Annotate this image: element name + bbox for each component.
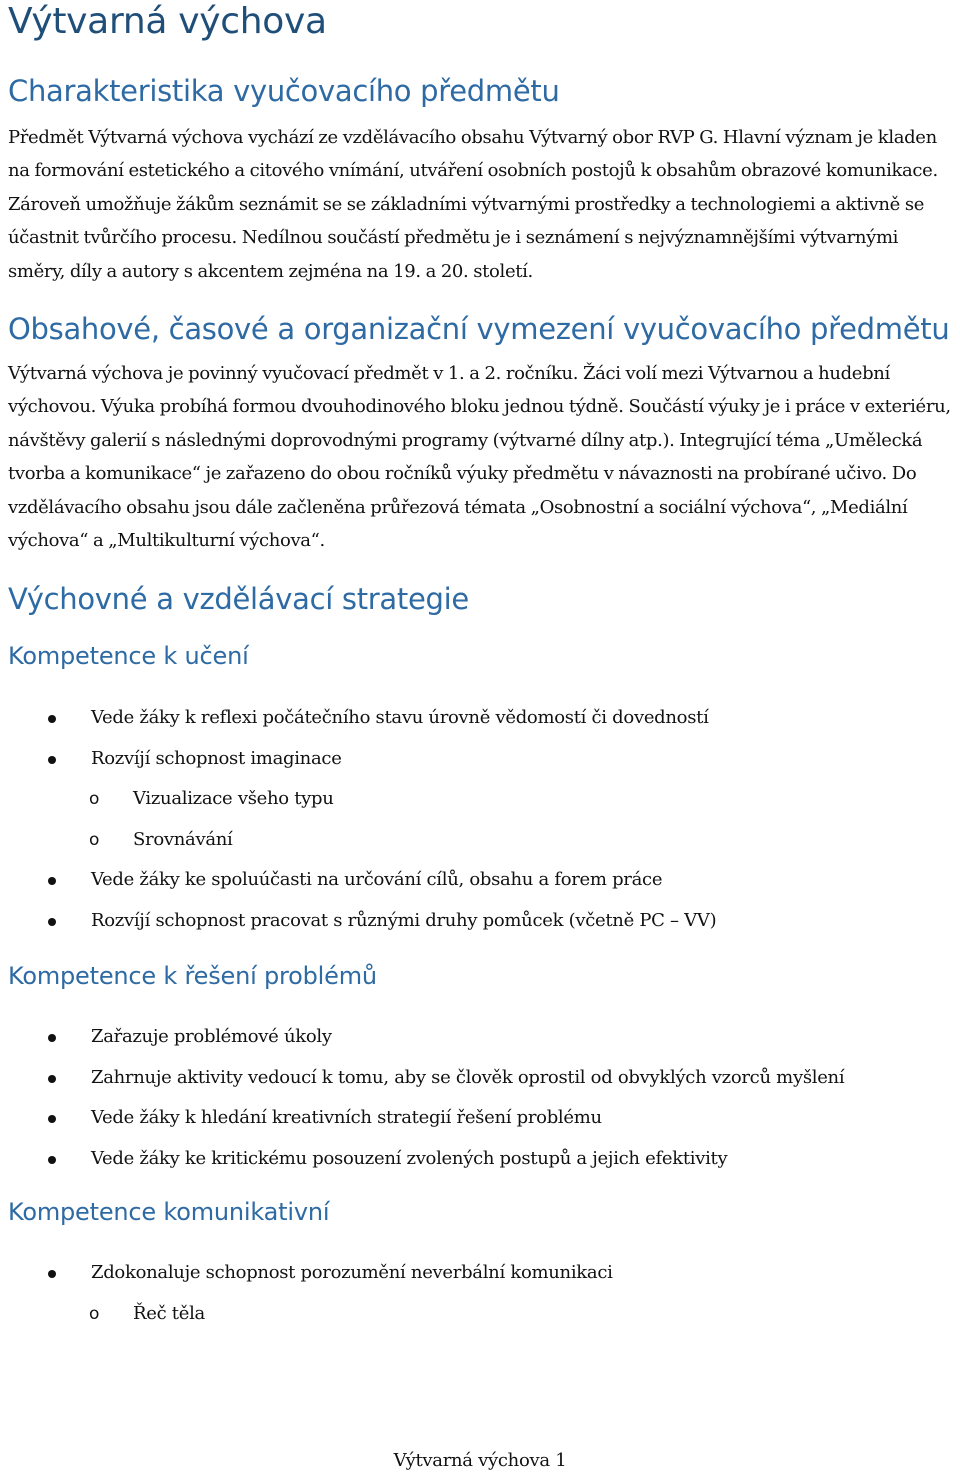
list-item: Vede žáky k hledání kreativních strategií řešení problému [8,1098,958,1139]
list-item: Zařazuje problémové úkoly [8,1017,958,1058]
list-item: o Vizualizace všeho typu [89,788,334,810]
list-item: Vede žáky k reflexi počátečního stavu úrovně vědomostí či dovedností [8,698,958,739]
bullet-icon [48,877,56,885]
bullet-icon [48,1270,56,1278]
list-item: Vede žáky ke spoluúčasti na určování cílů, obsahu a forem práce [8,860,958,901]
heading-scope: Obsahové, časové a organizační vymezení vyučovacího předmětu [8,312,950,347]
list-item: Rozvíjí schopnost pracovat s různými druhy pomůcek (včetně PC – VV) [8,901,958,942]
list-item: o Srovnávání [89,828,233,850]
paragraph-scope: Výtvarná výchova je povinný vyučovací předmět v 1. a 2. ročníku. Žáci volí mezi Výtvarnou a hudební výchovou. Výuka probíhá formou dvouhodinového bloku jednou týdně. Součástí výuky je i práce v exteriéru, návštěvy galerií s následnými doprovodnými programy (výtvarné dílny atp.). Integrující téma „Umělecká tvorba a komunikace“ je zařazeno do obou ročníků výuky předmětu v návaznosti na probírané učivo. Do vzdělávacího obsahu jsou dále začleněna průřezová témata „Osobnostní a sociální výchova“, „Mediální výchova“ a „Multikulturní výchova“. [8,363,951,552]
circle-bullet-icon: o [89,829,100,850]
list-item: Rozvíjí schopnost imaginace [8,739,958,780]
document-page [8,0,958,1334]
heading-competence-communication: Kompetence komunikativní [8,1198,330,1227]
list-item: Zahrnuje aktivity vedoucí k tomu, aby se člověk oprostil od obvyklých vzorců myšlení [8,1058,958,1099]
page-footer: Výtvarná výchova 1 [393,1450,567,1471]
list-item: o Řeč těla [89,1302,205,1324]
list-competence-learning [8,698,958,941]
list-competence-communication [8,1253,958,1334]
heading-strategies: Výchovné a vzdělávací strategie [8,582,469,617]
circle-bullet-icon: o [89,1303,100,1324]
heading-characteristics: Charakteristika vyučovacího předmětu [8,74,560,108]
heading-competence-learning: Kompetence k učení [8,642,249,671]
circle-bullet-icon: o [89,789,100,810]
bullet-icon [48,918,56,926]
bullet-icon [48,756,56,764]
bullet-icon [48,1156,56,1164]
bullet-icon [48,1075,56,1083]
heading-competence-problem-solving: Kompetence k řešení problémů [8,962,377,991]
list-item: Vede žáky ke kritickému posouzení zvolených postupů a jejich efektivity [8,1139,958,1180]
bullet-icon [48,1034,56,1042]
bullet-icon [48,1115,56,1123]
bullet-icon [48,715,56,723]
list-competence-problem-solving [8,1017,958,1179]
list-item: Zdokonaluje schopnost porozumění neverbální komunikaci [8,1253,958,1294]
document-title: Výtvarná výchova [8,1,327,42]
paragraph-characteristics: Předmět Výtvarná výchova vychází ze vzdělávacího obsahu Výtvarný obor RVP G. Hlavní význam je kladen na formování estetického a citového vnímání, utváření osobních postojů k obsahům obrazové komunikace. Zároveň umožňuje žákům seznámit se se základními výtvarnými prostředky a technologiemi a aktivně se účastnit tvůrčího procesu. Nedílnou součástí předmětu je i seznámení s nejvýznamnějšími výtvarnými směry, díly a autory s akcentem zejména na 19. a 20. století. [8,127,938,282]
